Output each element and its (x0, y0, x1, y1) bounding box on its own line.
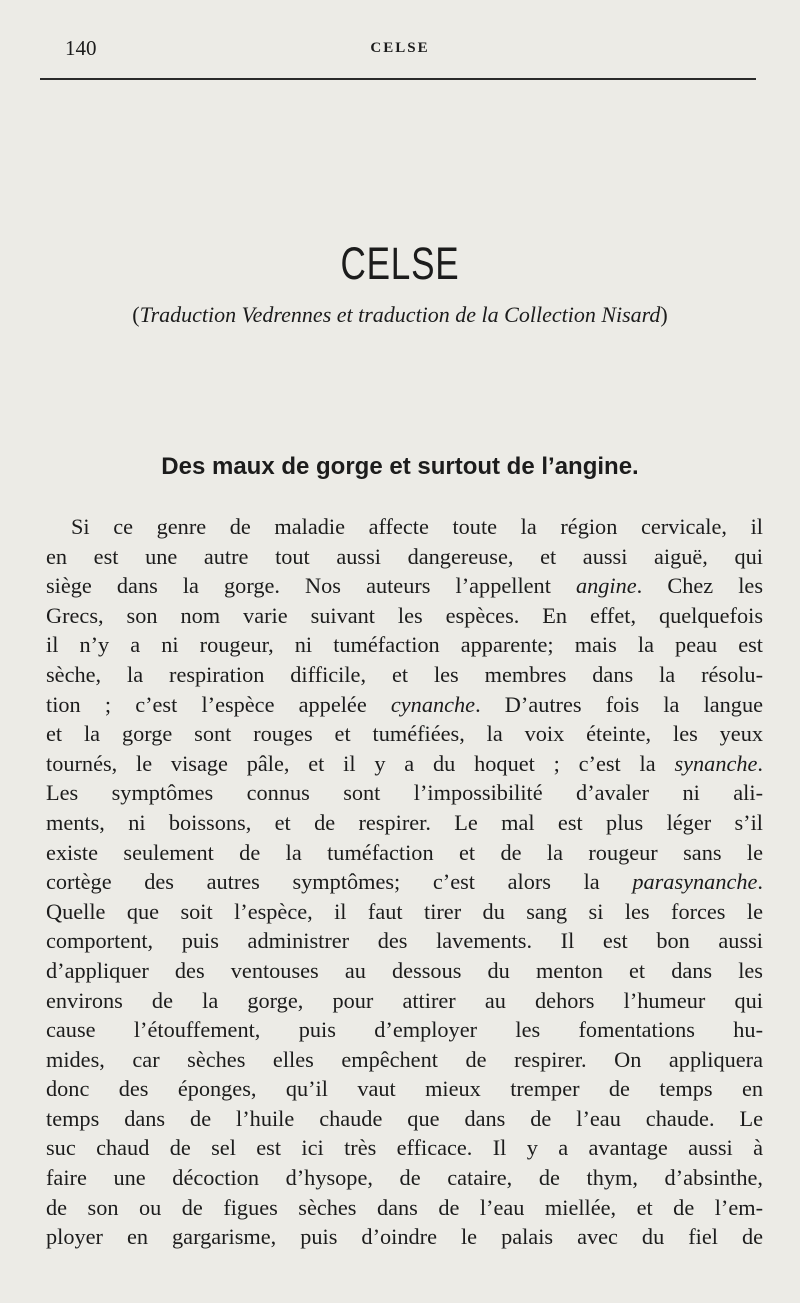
text-segment: temps dans de l’huile chaude que dans de l’eau chaude. Le (46, 1105, 763, 1131)
italic-term: synanche (674, 750, 758, 776)
text-line (46, 1045, 763, 1075)
text-line (46, 630, 763, 660)
text-line (46, 808, 763, 838)
page-number: 140 (65, 36, 97, 60)
text-line (46, 1133, 763, 1163)
text-line (46, 838, 763, 868)
text-segment: Les symptômes connus sont l’impossibilité d’avaler ni ali- (46, 780, 763, 806)
text-segment: et la gorge sont rouges et tuméfiées, la voix éteinte, les yeux (46, 721, 763, 747)
text-line (46, 542, 763, 572)
text-segment: siège dans la gorge. Nos auteurs l’appellent (46, 573, 576, 599)
text-segment: tournés, le visage pâle, et il y a du hoquet ; c’est la (46, 750, 675, 776)
text-line (46, 512, 763, 542)
text-segment: sèche, la respiration difficile, et les membres dans la résolu- (46, 661, 763, 687)
text-line (46, 749, 763, 779)
text-line (46, 897, 763, 927)
text-line (46, 1222, 763, 1252)
text-line (46, 571, 763, 601)
text-line (46, 719, 763, 749)
text-line (46, 601, 763, 631)
body-text (46, 512, 763, 1252)
chapter-subtitle (0, 302, 800, 328)
text-segment: d’appliquer des ventouses au dessous du menton et dans les (46, 957, 763, 983)
subtitle-text: Traduction Vedrennes et traduction de la Collection Nisard (139, 302, 661, 327)
text-segment: de son ou de figues sèches dans de l’eau miellée, et de l’em- (46, 1194, 763, 1220)
italic-term: angine (575, 573, 637, 599)
text-segment: en est une autre tout aussi dangereuse, et aussi aiguë, qui (46, 543, 763, 569)
text-segment: existe seulement de la tuméfaction et de la rougeur sans le (46, 839, 763, 865)
text-segment: mides, car sèches elles empêchent de respirer. On appliquera (46, 1046, 763, 1072)
text-line (46, 1193, 763, 1223)
text-segment: suc chaud de sel est ici très efficace. Il y a avantage aussi à (46, 1135, 763, 1161)
text-segment: il n’y a ni rougeur, ni tuméfaction apparente; mais la peau est (46, 632, 763, 658)
text-line (46, 867, 763, 897)
italic-term: cynanche (390, 691, 476, 717)
text-segment: . Chez les (636, 573, 764, 599)
header-rule (40, 78, 756, 80)
subtitle-open-paren: ( (132, 302, 140, 327)
text-segment: cortège des autres symptômes; c’est alors la (46, 869, 633, 895)
text-line (46, 1104, 763, 1134)
text-segment: comportent, puis administrer des lavements. Il est bon aussi (46, 928, 763, 954)
text-segment: . D’autres fois la langue (475, 691, 764, 717)
text-segment: Si ce genre de maladie affecte toute la région cervicale, il (71, 514, 763, 539)
subtitle-close-paren: ) (660, 302, 668, 327)
text-line (46, 690, 763, 720)
text-segment: cause l’étouffement, puis d’employer les fomentations hu- (46, 1017, 763, 1043)
text-segment: Quelle que soit l’espèce, il faut tirer du sang si les forces le (46, 898, 763, 924)
italic-term: parasynanche (632, 869, 758, 895)
running-title: CELSE (370, 40, 430, 56)
text-segment: ployer en gargarisme, puis d’oindre le palais avec du fiel de (46, 1224, 763, 1250)
text-line (46, 956, 763, 986)
text-line (46, 778, 763, 808)
text-line (46, 926, 763, 956)
text-segment: environs de la gorge, pour attirer au dehors l’humeur qui (46, 987, 763, 1013)
text-line (46, 1015, 763, 1045)
text-segment: . (757, 869, 763, 895)
running-head (44, 36, 760, 66)
text-segment: faire une décoction d’hysope, de cataire, de thym, d’absinthe, (46, 1165, 763, 1191)
text-segment: ments, ni boissons, et de respirer. Le mal est plus léger s’il (46, 809, 763, 835)
text-line (46, 660, 763, 690)
text-line (46, 1074, 763, 1104)
text-segment: donc des éponges, qu’il vaut mieux tremper de temps en (46, 1076, 763, 1102)
text-segment: tion ; c’est l’espèce appelée (46, 691, 391, 717)
chapter-title: CELSE (340, 238, 460, 289)
text-line (46, 1163, 763, 1193)
section-heading: Des maux de gorge et surtout de l’angine. (161, 453, 639, 480)
text-segment: Grecs, son nom varie suivant les espèces. En effet, quelquefois (46, 602, 763, 628)
text-line (46, 986, 763, 1016)
text-segment: . (757, 750, 763, 776)
